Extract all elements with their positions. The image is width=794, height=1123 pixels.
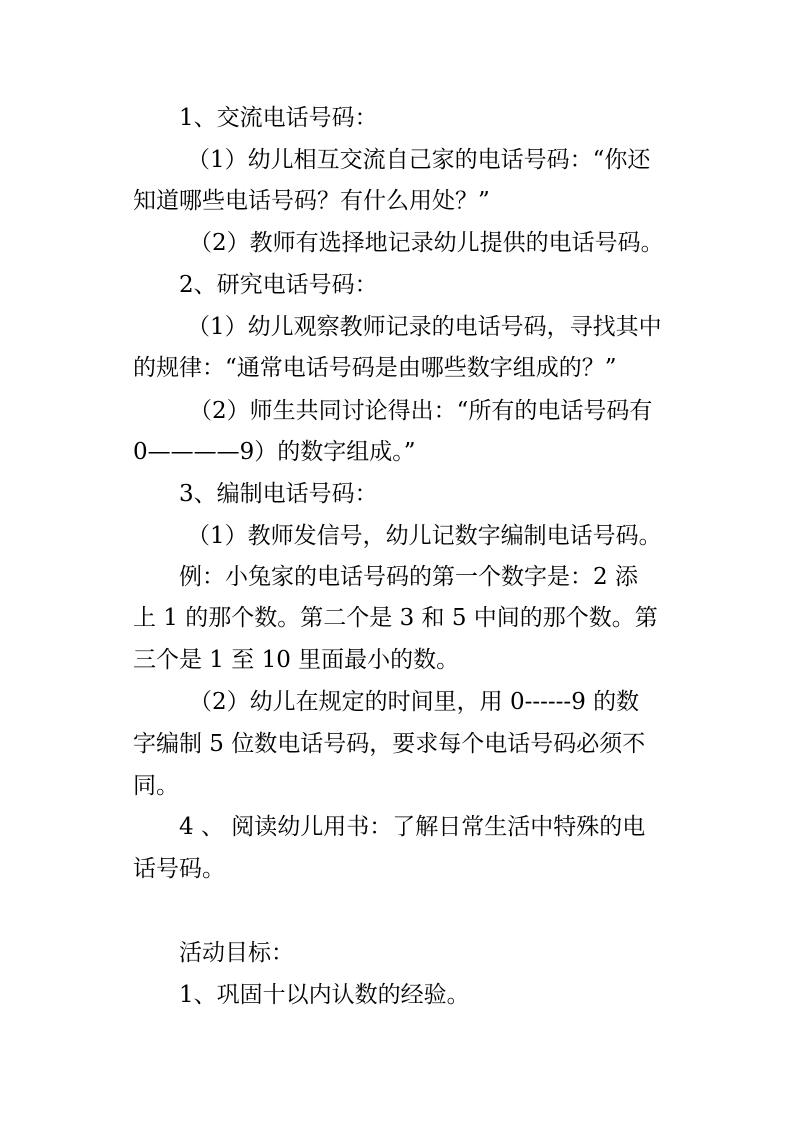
paragraph-line: 上 1 的那个数。第二个是 3 和 5 中间的那个数。第 (133, 605, 658, 631)
paragraph-line: （2）师生共同讨论得出：“所有的电话号码有 (189, 398, 653, 424)
section-heading-study-numbers: 2、研究电话号码： (179, 272, 378, 298)
paragraph-line: 同。 (133, 773, 179, 799)
paragraph-line: 例：小兔家的电话号码的第一个数字是：2 添 (179, 564, 638, 590)
paragraph-line: 三个是 1 至 10 里面最小的数。 (133, 647, 460, 673)
paragraph-line: 0————9）的数字组成。” (133, 439, 416, 465)
paragraph-line: （2）幼儿在规定的时间里，用 0------9 的数 (189, 689, 640, 715)
paragraph-line: 字编制 5 位数电话号码，要求每个电话号码必须不 (133, 731, 646, 757)
paragraph-line: 话号码。 (133, 856, 225, 882)
section-heading-compile-numbers: 3、编制电话号码： (179, 481, 378, 507)
section-heading-exchange-numbers: 1、交流电话号码： (179, 105, 378, 131)
paragraph-line: 知道哪些电话号码？有什么用处？” (133, 188, 490, 214)
paragraph-line: （1）幼儿观察教师记录的电话号码，寻找其中 (187, 314, 662, 340)
paragraph-line: （1）幼儿相互交流自己家的电话号码：“你还 (187, 147, 651, 173)
paragraph-line: （1）教师发信号，幼儿记数字编制电话号码。 (187, 523, 662, 549)
paragraph-line: 的规律：“通常电话号码是由哪些数字组成的？” (133, 355, 617, 381)
section-heading-read-book: 4 、 阅读幼儿用书：了解日常生活中特殊的电 (179, 814, 646, 840)
paragraph-line: （2）教师有选择地记录幼儿提供的电话号码。 (189, 230, 664, 256)
section-heading-activity-goals: 活动目标： (179, 940, 294, 966)
paragraph-line: 1、巩固十以内认数的经验。 (179, 982, 470, 1008)
